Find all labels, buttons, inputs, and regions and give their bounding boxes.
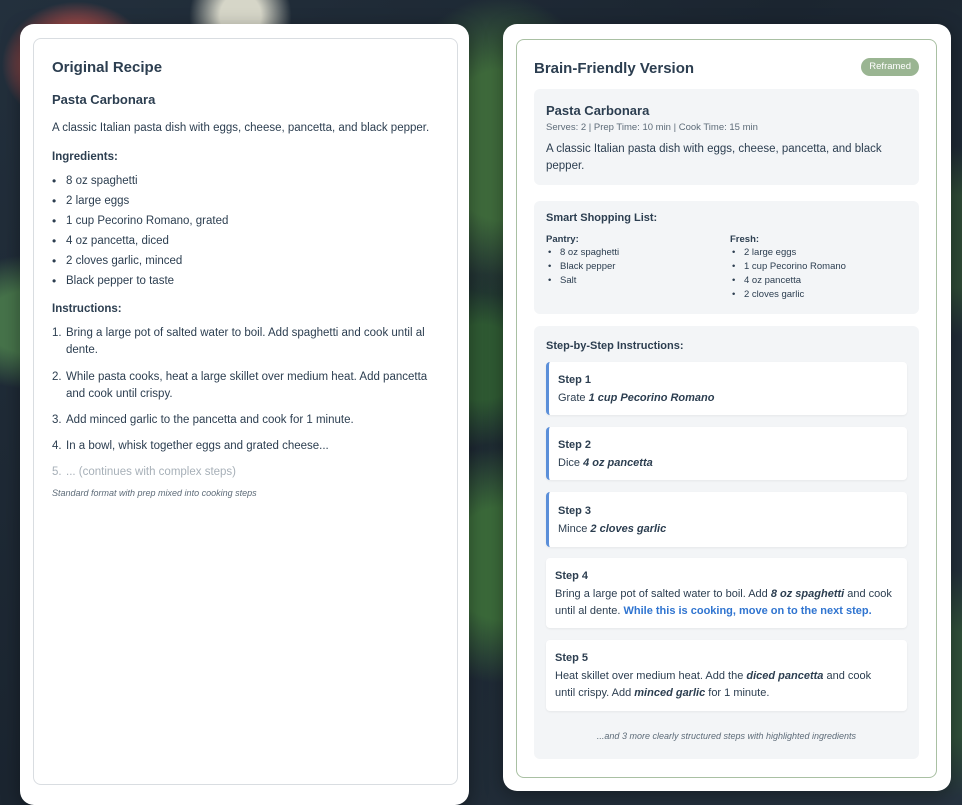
ingredient-item: • 1 cup Pecorino Romano, grated [52,214,441,234]
step-text-part: and cook until crispy. Add [555,670,872,699]
fresh-item: • 1 cup Pecorino Romano [730,261,910,275]
original-recipe-panel [33,38,458,785]
step-card [546,427,907,480]
instruction-item [52,369,437,403]
step-text-part: Grate [558,392,589,404]
step-title: Step 1 [558,374,592,386]
ingredient-highlight: 2 cloves garlic [590,523,667,535]
reframed-description: A classic Italian pasta dish with eggs, cheese, pancetta, and black pepper. [546,143,882,172]
original-recipe-name: Pasta Carbonara [52,92,156,107]
ingredient-item: • 8 oz spaghetti [52,174,441,194]
fresh-item: • 2 cloves garlic [730,289,910,303]
ingredient-item: • 2 cloves garlic, minced [52,254,441,274]
step-text [558,455,653,472]
step-text [555,668,883,702]
pantry-label: Pantry: [546,234,579,245]
parallel-tip: While this is cooking, move on to the next step. [623,605,872,617]
fresh-label: Fresh: [730,234,760,245]
pantry-item: • Black pepper [546,261,716,275]
ingredients-label: Ingredients: [52,151,118,163]
instruction-number: 4. [52,440,62,452]
fresh-item: • 2 large eggs [730,247,910,261]
format-note: Standard format with prep mixed into cooking steps [52,488,257,498]
instruction-item [52,438,437,455]
pantry-list [546,247,716,289]
step-card [546,362,907,415]
recipe-meta: Serves: 2 | Prep Time: 10 min | Cook Time: 15 min [546,122,758,133]
shopping-list-title: Smart Shopping List: [546,212,658,224]
step-text-part: and cook until al dente. [555,588,892,617]
step-text [558,521,666,538]
reframed-recipe-card [503,24,951,791]
instruction-item [52,412,437,429]
ingredient-highlight: 8 oz spaghetti [770,588,845,600]
steps-panel [534,326,919,759]
ingredient-highlight: minced garlic [634,687,706,699]
original-recipe-card [20,24,469,805]
ingredient-item: • 4 oz pancetta, diced [52,234,441,254]
reframed-heading: Brain-Friendly Version [534,60,695,77]
step-text [558,390,715,407]
instruction-text: Add minced garlic to the pancetta and cook for 1 minute. [66,414,354,426]
step-card [546,492,907,547]
step-card [546,558,907,628]
ingredients-list [52,174,441,294]
original-recipe-heading: Original Recipe [52,59,163,76]
fresh-list [730,247,910,303]
ingredient-highlight: 1 cup Pecorino Romano [588,392,715,404]
step-title: Step 2 [558,439,592,451]
fresh-item: • 4 oz pancetta [730,275,910,289]
ingredient-highlight: 4 oz pancetta [583,457,653,469]
pantry-item: • Salt [546,275,716,289]
instruction-text: While pasta cooks, heat a large skillet over medium heat. Add pancetta and cook until crispy. [66,371,428,400]
ingredient-item: • 2 large eggs [52,194,441,214]
instructions-label: Instructions: [52,303,122,315]
instruction-number: 3. [52,414,62,426]
instruction-text: Bring a large pot of salted water to boil. Add spaghetti and cook until al dente. [66,327,425,356]
shopping-list-panel [534,201,919,314]
instruction-number: 5. [52,466,62,478]
step-text [555,586,893,620]
pantry-item: • 8 oz spaghetti [546,247,716,261]
step-text-part: for 1 minute. [705,687,770,699]
steps-title: Step-by-Step Instructions: [546,340,684,352]
ingredient-item: • Black pepper to taste [52,274,441,294]
reframed-badge: Reframed [861,58,919,76]
instruction-number: 2. [52,371,62,383]
step-text-part: Heat skillet over medium heat. Add the [555,670,747,682]
step-title: Step 4 [555,570,589,582]
instruction-text: ... (continues with complex steps) [66,466,237,478]
step-title: Step 3 [558,505,592,517]
instruction-text: In a bowl, whisk together eggs and grated cheese... [66,440,329,452]
step-card [546,640,907,711]
instruction-item [52,464,437,481]
more-steps-note: ...and 3 more clearly structured steps with highlighted ingredients [596,731,857,741]
instruction-number: 1. [52,327,62,339]
step-text-part: Bring a large pot of salted water to boil. Add [555,588,771,600]
reframed-recipe-panel [516,39,937,778]
ingredient-highlight: diced pancetta [746,670,824,682]
reframed-recipe-name: Pasta Carbonara [546,103,650,118]
recipe-summary-panel [534,89,919,185]
step-text-part: Mince [558,523,591,535]
original-recipe-description: A classic Italian pasta dish with eggs, cheese, pancetta, and black pepper. [52,122,430,134]
step-title: Step 5 [555,652,589,664]
instruction-item [52,325,437,359]
step-text-part: Dice [558,457,584,469]
